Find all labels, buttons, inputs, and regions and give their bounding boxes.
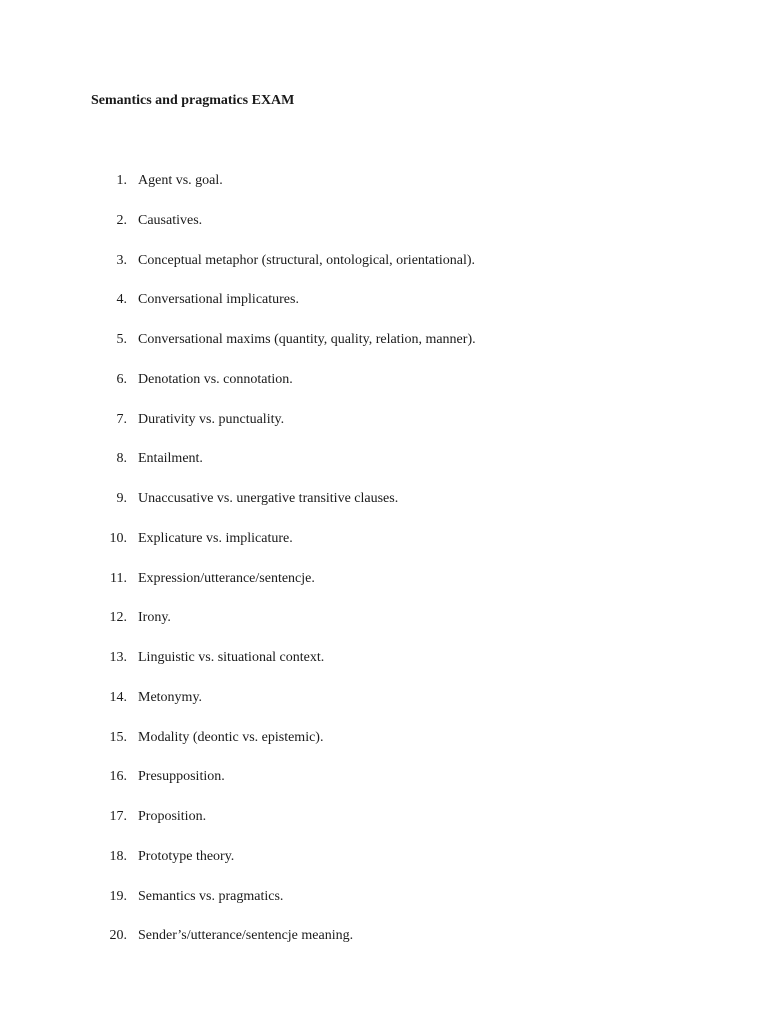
question-item	[0, 808, 768, 848]
question-number: 18.	[109, 848, 127, 864]
question-text: Causatives.	[138, 212, 203, 228]
question-item	[0, 252, 768, 292]
question-number: 17.	[109, 809, 127, 824]
question-number: 10.	[109, 530, 127, 546]
question-text: Unaccusative vs. unergative transitive clauses.	[138, 491, 399, 506]
question-item	[0, 848, 768, 888]
question-text: Conversational implicatures.	[138, 292, 299, 308]
question-text: Conversational maxims (quantity, quality, relation, manner).	[138, 332, 476, 347]
question-text: Durativity vs. punctuality.	[138, 411, 285, 427]
question-number: 8.	[116, 451, 127, 467]
question-item	[0, 729, 768, 769]
question-number: 6.	[116, 371, 127, 387]
question-text: Metonymy.	[138, 689, 203, 705]
question-item	[0, 888, 768, 928]
question-text: Explicature vs. implicature.	[138, 530, 293, 546]
question-number: 3.	[116, 252, 127, 268]
question-number: 14.	[109, 689, 127, 705]
question-text: Prototype theory.	[138, 848, 235, 864]
question-item	[0, 609, 768, 649]
question-text: Proposition.	[138, 809, 207, 824]
question-number: 15.	[109, 729, 127, 745]
document-title: Semantics and pragmatics EXAM	[91, 93, 295, 108]
question-number: 7.	[116, 411, 127, 427]
question-number: 5.	[116, 332, 127, 347]
question-text: Linguistic vs. situational context.	[138, 650, 325, 665]
question-number: 12.	[109, 610, 127, 626]
question-number: 19.	[109, 888, 127, 904]
question-number: 9.	[116, 491, 127, 506]
question-item	[0, 570, 768, 610]
question-text: Irony.	[138, 610, 171, 626]
question-item	[0, 927, 768, 967]
question-text: Denotation vs. connotation.	[138, 371, 293, 387]
question-number: 11.	[110, 570, 127, 586]
question-item	[0, 649, 768, 689]
question-text: Entailment.	[138, 451, 203, 467]
question-text: Expression/utterance/sentencje.	[138, 570, 315, 586]
question-item	[0, 371, 768, 411]
question-number: 4.	[116, 292, 127, 308]
question-text: Agent vs. goal.	[138, 173, 223, 188]
question-item	[0, 212, 768, 252]
question-number: 13.	[109, 650, 127, 665]
question-text: Sender’s/utterance/sentencje meaning.	[138, 928, 354, 944]
question-number: 2.	[116, 212, 127, 228]
question-text: Presupposition.	[138, 769, 225, 785]
question-item	[0, 291, 768, 331]
question-number: 20.	[109, 928, 127, 944]
question-item	[0, 450, 768, 490]
question-item	[0, 689, 768, 729]
question-list	[0, 172, 768, 967]
question-item	[0, 768, 768, 808]
question-item	[0, 530, 768, 570]
question-text: Conceptual metaphor (structural, ontological, orientational).	[138, 252, 476, 268]
question-item	[0, 490, 768, 530]
question-item	[0, 331, 768, 371]
question-item	[0, 411, 768, 451]
question-number: 1.	[116, 173, 127, 188]
question-number: 16.	[109, 769, 127, 785]
question-item	[0, 172, 768, 212]
question-text: Semantics vs. pragmatics.	[138, 888, 284, 904]
question-text: Modality (deontic vs. epistemic).	[138, 729, 324, 745]
